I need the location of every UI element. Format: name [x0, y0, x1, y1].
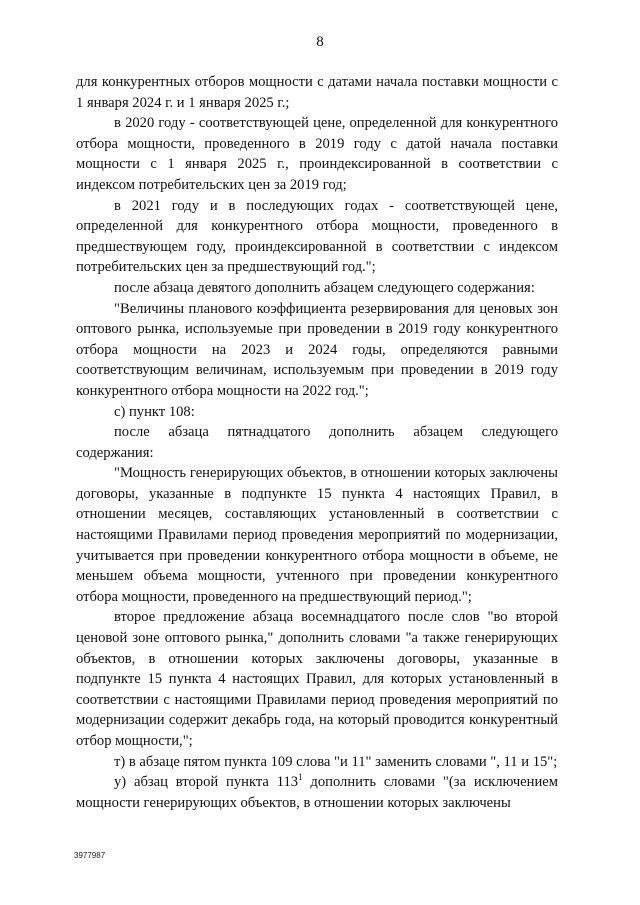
paragraph-10: т) в абзаце пятом пункта 109 слова "и 11" заменить словами ", 11 и 15"; — [114, 753, 558, 770]
paragraph-8: "Мощность генерирующих объектов, в отношении которых заключены договоры, указанные в подпункте 15 пункта 4 настоящих Правил, в отношении месяцев, составляющих установленный в соответствии с настоящими Правилами период проведения мероприятий по модернизации, учитывается при проведении конкурентного отбора мощности в объеме, не меньшем объема мощности, учтенного при проведении конкурентного отбора мощности, проведенного на предшествующий период."; — [76, 465, 558, 605]
paragraph-11-end: дополнить словами "(за исключением мощности генерирующих объектов, в отношении которых заключены — [76, 774, 558, 811]
paragraph-9: второе предложение абзаца восемнадцатого после слов "во второй ценовой зоне оптового рынка," дополнить словами "а также генерирующих объектов, в отношении которых заключены договоры, указанные в подпункте 15 пункта 4 настоящих Правил, для которых установленный в соответствии с настоящими Правилами период проведения мероприятий по модернизации содержит декабрь года, на который проводится конкурентный отбор мощности,"; — [76, 609, 558, 749]
paragraph-11-start: у) абзац второй пункта 113 — [114, 774, 299, 791]
paragraph-3: в 2021 году и в последующих годах - соответствующей цене, определенной для конкурентного отбора мощности, проведенного в предшествующем году, проиндексированной в соответствии с индексом потребительских цен за предшествующий год."; — [76, 197, 558, 276]
paragraph-6: с) пункт 108: — [114, 403, 195, 420]
paragraph-7: после абзаца пятнадцатого дополнить абзацем следующего содержания: — [76, 424, 558, 461]
paragraph-5: "Величины планового коэффициента резервирования для ценовых зон оптового рынка, используемые при проведении в 2019 году конкурентного отбора мощности на 2023 и 2024 годы, определяются равными соответствующим величинам, используемым при проведении в 2019 году конкурентного отбора мощности на 2022 год."; — [76, 300, 558, 399]
paragraph-11 — [76, 772, 558, 813]
paragraph-4: после абзаца девятого дополнить абзацем следующего содержания: — [114, 279, 535, 296]
page-number: 8 — [316, 34, 324, 50]
document-code: 3977987 — [74, 851, 106, 860]
superscript-1: 1 — [298, 772, 303, 783]
paragraph-1: для конкурентных отборов мощности с датами начала поставки мощности с 1 января 2024 г. и 1 января 2025 г.; — [76, 74, 558, 111]
document-body — [76, 72, 558, 813]
paragraph-2: в 2020 году - соответствующей цене, определенной для конкурентного отбора мощности, проведенного в 2019 году с датой начала поставки мощности с 1 января 2025 г., проиндексированной в соответствии с индексом потребительских цен за 2019 год; — [76, 115, 558, 193]
